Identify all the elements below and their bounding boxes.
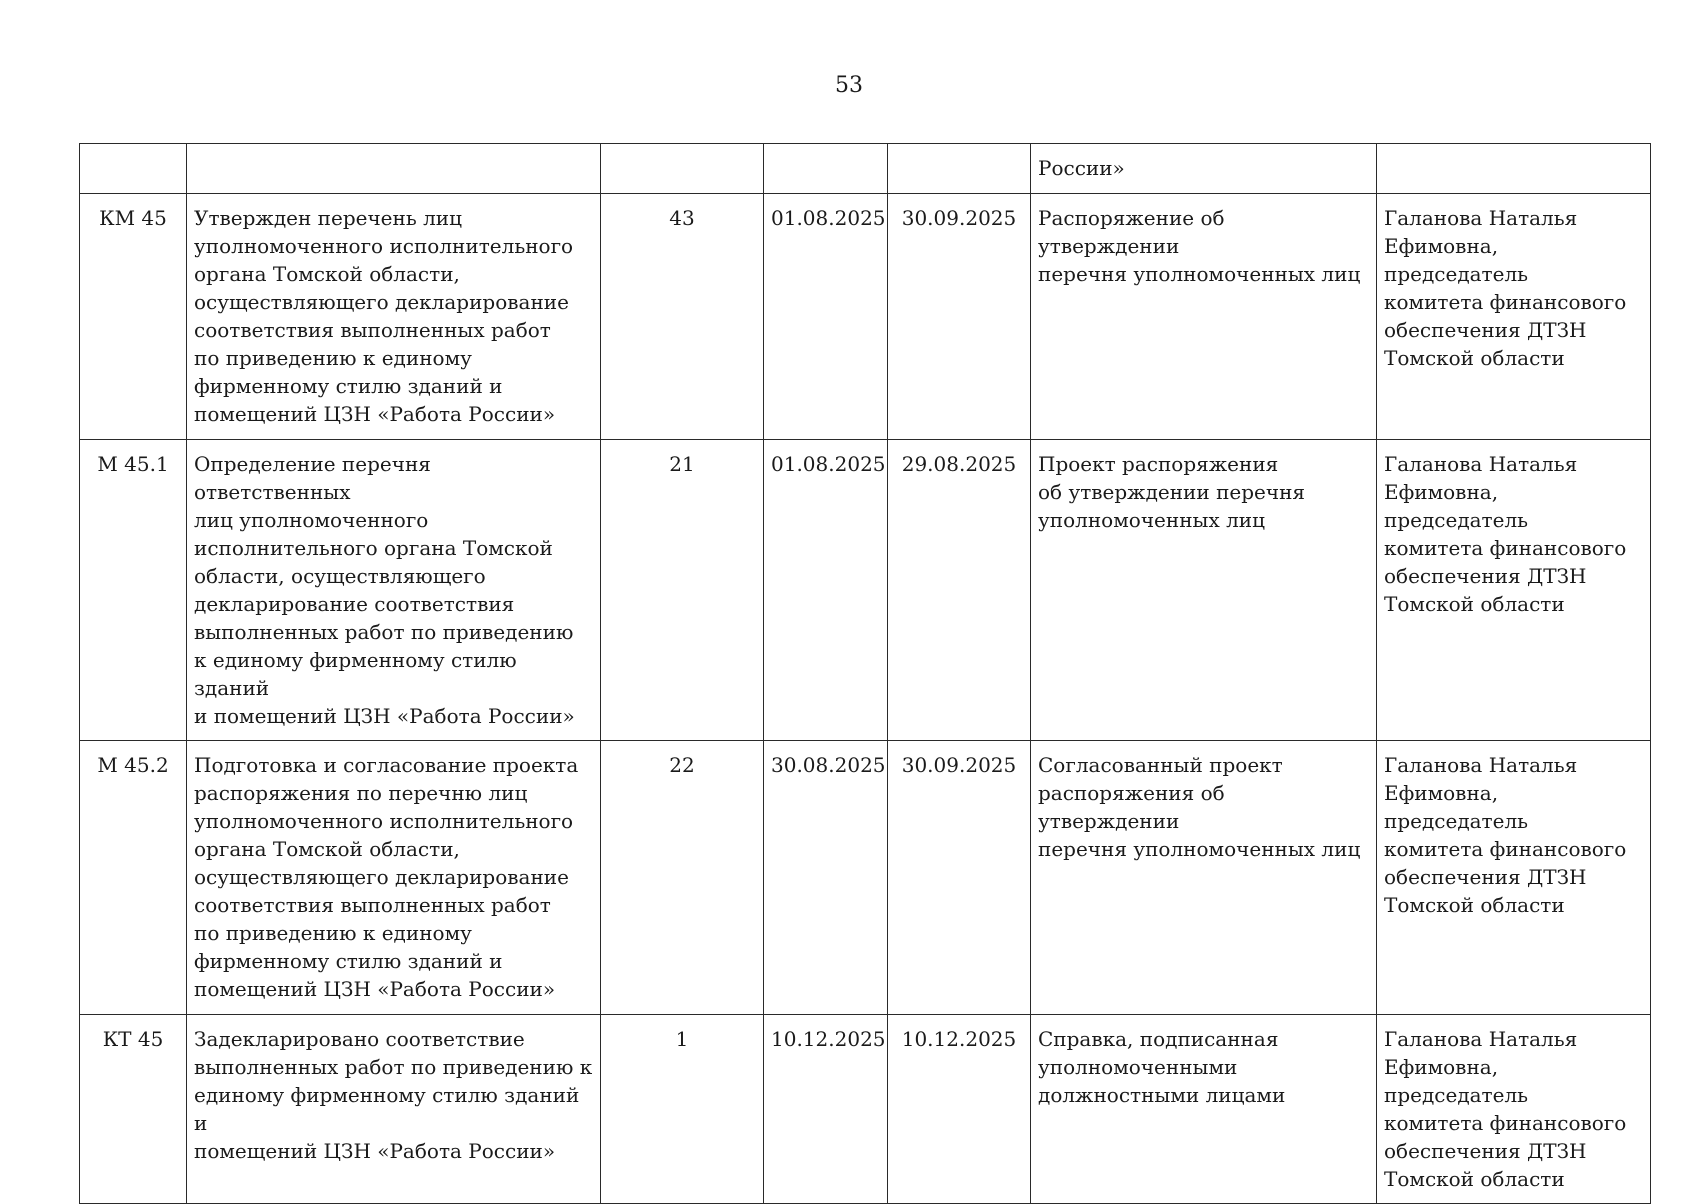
cell-count: 22 (601, 741, 764, 1015)
cell-start-date: 01.08.2025 (764, 194, 888, 440)
cell-start-date: 30.08.2025 (764, 741, 888, 1015)
cell-start-date: 01.08.2025 (764, 440, 888, 741)
cell-result: Распоряжение об утверждении перечня уполномоченных лиц (1031, 194, 1377, 440)
cell-responsible: Галанова Наталья Ефимовна, председатель комитета финансового обеспечения ДТЗН Томской области (1377, 194, 1651, 440)
cell-result: Проект распоряжения об утверждении перечня уполномоченных лиц (1031, 440, 1377, 741)
cell-code (80, 144, 187, 194)
cell-responsible: Галанова Наталья Ефимовна, председатель комитета финансового обеспечения ДТЗН Томской области (1377, 440, 1651, 741)
table-row (80, 194, 1651, 440)
table-row (80, 1015, 1651, 1204)
cell-name: Утвержден перечень лиц уполномоченного исполнительного органа Томской области, осуществляющего декларирование соответствия выполненных работ по приведению к единому фирменному стилю зданий и помещений ЦЗН «Работа России» (187, 194, 601, 440)
cell-code: М 45.1 (80, 440, 187, 741)
cell-result: Справка, подписанная уполномоченными должностными лицами (1031, 1015, 1377, 1204)
table-row (80, 144, 1651, 194)
cell-responsible: Галанова Наталья Ефимовна, председатель комитета финансового обеспечения ДТЗН Томской области (1377, 741, 1651, 1015)
cell-end-date: 30.09.2025 (888, 194, 1031, 440)
cell-name (187, 144, 601, 194)
cell-end-date (888, 144, 1031, 194)
cell-code: М 45.2 (80, 741, 187, 1015)
table-row (80, 440, 1651, 741)
cell-start-date: 10.12.2025 (764, 1015, 888, 1204)
cell-end-date: 29.08.2025 (888, 440, 1031, 741)
cell-start-date (764, 144, 888, 194)
cell-end-date: 30.09.2025 (888, 741, 1031, 1015)
cell-code: КМ 45 (80, 194, 187, 440)
page-number: 53 (835, 73, 863, 98)
table-row (80, 741, 1651, 1015)
cell-result: Согласованный проект распоряжения об утверждении перечня уполномоченных лиц (1031, 741, 1377, 1015)
cell-responsible: Галанова Наталья Ефимовна, председатель комитета финансового обеспечения ДТЗН Томской области (1377, 1015, 1651, 1204)
cell-responsible (1377, 144, 1651, 194)
cell-code: КТ 45 (80, 1015, 187, 1204)
cell-count: 21 (601, 440, 764, 741)
cell-count: 1 (601, 1015, 764, 1204)
plan-table (79, 143, 1651, 1204)
cell-end-date: 10.12.2025 (888, 1015, 1031, 1204)
cell-count (601, 144, 764, 194)
cell-count: 43 (601, 194, 764, 440)
cell-name: Подготовка и согласование проекта распоряжения по перечню лиц уполномоченного исполнительного органа Томской области, осуществляющего декларирование соответствия выполненных работ по приведению к единому фирменному стилю зданий и помещений ЦЗН «Работа России» (187, 741, 601, 1015)
cell-result: России» (1031, 144, 1377, 194)
cell-name: Определение перечня ответственных лиц уполномоченного исполнительного органа Томской области, осуществляющего декларирование соответствия выполненных работ по приведению к единому фирменному стилю зданий и помещений ЦЗН «Работа России» (187, 440, 601, 741)
cell-name: Задекларировано соответствие выполненных работ по приведению к единому фирменному стилю зданий и помещений ЦЗН «Работа России» (187, 1015, 601, 1204)
